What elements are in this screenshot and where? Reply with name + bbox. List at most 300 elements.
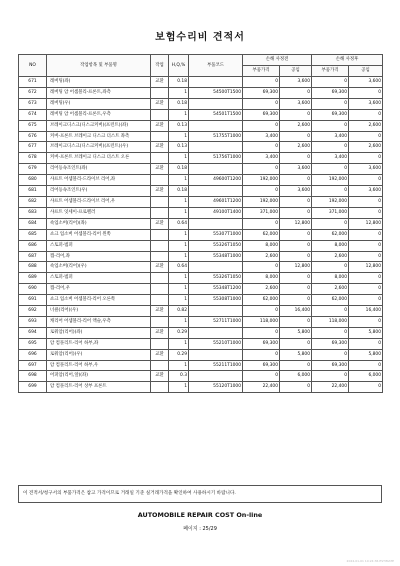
cell-code: 51756T1000 (189, 153, 243, 164)
cell-after-parts: 62,000 (312, 295, 349, 306)
cell-work (151, 316, 169, 327)
cell-hq: 1 (169, 229, 189, 240)
cell-code: 55348T1200 (189, 284, 243, 295)
cell-code (189, 349, 243, 360)
cell-no: 693 (19, 316, 47, 327)
cell-after-parts: 62,000 (312, 229, 349, 240)
cell-after-labor: 2,600 (349, 120, 383, 131)
cell-hq: 0.3 (169, 371, 189, 382)
cell-after-parts: 69,300 (312, 338, 349, 349)
table-row (19, 77, 383, 88)
cell-before-labor: 0 (280, 295, 312, 306)
cell-no: 675 (19, 120, 47, 131)
cell-work (151, 229, 169, 240)
cell-after-labor: 3,600 (349, 77, 383, 88)
cell-after-parts: 192,000 (312, 196, 349, 207)
table-row (19, 273, 383, 284)
header-after-parts: 부품가격 (312, 66, 349, 77)
cell-no: 691 (19, 295, 47, 306)
cell-after-labor: 3,600 (349, 164, 383, 175)
table-row (19, 131, 383, 142)
cell-hq: 1 (169, 284, 189, 295)
cell-after-parts: 0 (312, 142, 349, 153)
cell-before-labor: 0 (280, 360, 312, 371)
cell-before-parts: 3,400 (243, 153, 280, 164)
table-row (19, 229, 383, 240)
cell-after-parts: 0 (312, 262, 349, 273)
cell-no: 689 (19, 273, 47, 284)
cell-no: 671 (19, 77, 47, 88)
cell-code: 51755T1000 (189, 131, 243, 142)
table-row (19, 295, 383, 306)
cell-after-parts: 0 (312, 327, 349, 338)
cell-before-parts: 62,000 (243, 229, 280, 240)
cell-hq: 1 (169, 360, 189, 371)
cell-code: 55326T1050 (189, 273, 243, 284)
cell-hq: 1 (169, 316, 189, 327)
cell-work: 교환 (151, 349, 169, 360)
cell-hq: 0.29 (169, 349, 189, 360)
cell-after-parts: 2,600 (312, 284, 349, 295)
cell-after-labor: 12,800 (349, 262, 383, 273)
cell-after-parts: 0 (312, 349, 349, 360)
cell-hq: 0.18 (169, 186, 189, 197)
cell-work (151, 251, 169, 262)
cell-before-parts: 0 (243, 306, 280, 317)
cell-after-parts: 0 (312, 98, 349, 109)
cell-before-labor: 0 (280, 153, 312, 164)
cell-after-parts: 0 (312, 371, 349, 382)
cell-before-parts: 8,000 (243, 240, 280, 251)
cell-item: 너클(리어)(우) (47, 306, 151, 317)
table-row (19, 306, 383, 317)
cell-no: 672 (19, 87, 47, 98)
cell-no: 680 (19, 175, 47, 186)
cell-work: 교환 (151, 77, 169, 88)
cell-after-parts: 0 (312, 120, 349, 131)
cell-after-parts: 118,000 (312, 316, 349, 327)
cell-before-labor: 3,600 (280, 186, 312, 197)
cell-before-labor: 0 (280, 273, 312, 284)
cell-work (151, 109, 169, 120)
cell-no: 674 (19, 109, 47, 120)
cell-before-labor: 0 (280, 87, 312, 98)
cell-hq: 1 (169, 273, 189, 284)
cell-hq: 0.64 (169, 262, 189, 273)
header-work: 작업 (151, 55, 169, 77)
cell-before-labor: 12,800 (280, 218, 312, 229)
cell-no: 685 (19, 229, 47, 240)
cell-item: 암 컴플리트-리어 하부,좌 (47, 338, 151, 349)
cell-work: 교환 (151, 98, 169, 109)
notice-box: 이 견적서/청구서의 부품가격은 참고 가격이므로 거래일 기준 실거래가격을 확인하여 사용하시기 바랍니다. (18, 485, 382, 503)
cell-after-parts: 8,000 (312, 240, 349, 251)
cell-before-labor: 0 (280, 382, 312, 393)
cell-before-parts: 62,000 (243, 295, 280, 306)
cell-hq: 0.18 (169, 77, 189, 88)
cell-work: 교환 (151, 164, 169, 175)
cell-after-parts: 2,600 (312, 251, 349, 262)
cell-work: 교환 (151, 371, 169, 382)
cell-before-parts: 3,400 (243, 131, 280, 142)
cell-after-labor: 0 (349, 175, 383, 186)
table-row (19, 338, 383, 349)
cell-after-parts: 371,000 (312, 207, 349, 218)
cell-work: 교환 (151, 186, 169, 197)
table-row (19, 262, 383, 273)
cell-hq: 1 (169, 338, 189, 349)
cell-no: 686 (19, 240, 47, 251)
cell-code: 54500T1500 (189, 87, 243, 98)
cell-after-labor: 0 (349, 273, 383, 284)
cell-before-parts: 2,600 (243, 284, 280, 295)
cell-after-labor: 5,800 (349, 327, 383, 338)
cell-after-labor: 0 (349, 316, 383, 327)
table-row (19, 87, 383, 98)
cell-item: 커버-프론트 브레이크 디스크 더스트 오른 (47, 153, 151, 164)
cell-item: 쇽업소버(리어)(우) (47, 262, 151, 273)
cell-item: 쇼크 업소버 어셈블리-리어 왼쪽 (47, 229, 151, 240)
cell-after-labor: 5,800 (349, 349, 383, 360)
cell-hq: 1 (169, 109, 189, 120)
cell-no: 688 (19, 262, 47, 273)
cell-before-parts: 0 (243, 77, 280, 88)
cell-work: 교환 (151, 120, 169, 131)
cell-no: 683 (19, 207, 47, 218)
cell-work (151, 338, 169, 349)
cell-item: 레버팅(좌) (47, 77, 151, 88)
cell-item: 어퍼암(리어,앞)(좌) (47, 371, 151, 382)
cell-before-labor: 0 (280, 109, 312, 120)
cell-hq: 0.64 (169, 218, 189, 229)
header-code: 부품코드 (189, 55, 243, 77)
cell-code: 55308T1000 (189, 295, 243, 306)
cell-work (151, 175, 169, 186)
cell-after-parts: 192,000 (312, 175, 349, 186)
footer-title: AUTOMOBILE REPAIR COST On-line (137, 511, 263, 519)
cell-item: 로워암(리어)(좌) (47, 327, 151, 338)
cell-before-labor: 3,600 (280, 98, 312, 109)
cell-no: 678 (19, 153, 47, 164)
header-no: NO (19, 55, 47, 77)
cell-no: 679 (19, 164, 47, 175)
cell-before-parts: 0 (243, 218, 280, 229)
cell-hq: 0.13 (169, 142, 189, 153)
cell-after-parts: 69,300 (312, 109, 349, 120)
cell-after-labor: 0 (349, 360, 383, 371)
cell-work (151, 87, 169, 98)
cell-after-labor: 0 (349, 131, 383, 142)
table-row (19, 196, 383, 207)
table-row (19, 218, 383, 229)
cell-after-labor: 0 (349, 295, 383, 306)
table-row (19, 109, 383, 120)
cell-work: 교환 (151, 306, 169, 317)
header-before-parts: 부품가격 (243, 66, 280, 77)
cell-before-labor: 3,600 (280, 77, 312, 88)
cell-work: 교환 (151, 218, 169, 229)
cell-work (151, 153, 169, 164)
cell-no: 677 (19, 142, 47, 153)
cell-before-labor: 2,600 (280, 142, 312, 153)
cell-hq: 0.18 (169, 164, 189, 175)
cell-before-parts: 0 (243, 349, 280, 360)
cell-code (189, 186, 243, 197)
cell-item: 샤프트 잇세이-프로펠러 (47, 207, 151, 218)
table-row (19, 120, 383, 131)
cell-hq: 1 (169, 196, 189, 207)
cell-hq: 0.82 (169, 306, 189, 317)
cell-before-parts: 0 (243, 371, 280, 382)
table-row (19, 382, 383, 393)
cell-after-parts: 69,300 (312, 87, 349, 98)
cell-before-parts: 0 (243, 186, 280, 197)
table-row (19, 186, 383, 197)
table-row (19, 349, 383, 360)
table-row (19, 175, 383, 186)
table-row (19, 316, 383, 327)
cell-item: 레버팅(우) (47, 98, 151, 109)
header-hq: H,Q,% (169, 55, 189, 77)
cell-before-parts: 0 (243, 142, 280, 153)
cell-before-parts: 371,000 (243, 207, 280, 218)
cell-no: 682 (19, 196, 47, 207)
cell-code: 55307T1000 (189, 229, 243, 240)
cell-item: 스토퍼-범퍼 (47, 240, 151, 251)
cell-before-parts: 69,300 (243, 338, 280, 349)
cell-code: 49601T1200 (189, 196, 243, 207)
cell-no: 676 (19, 131, 47, 142)
cell-work (151, 382, 169, 393)
cell-before-labor: 0 (280, 175, 312, 186)
cell-hq: 1 (169, 175, 189, 186)
cell-item: 샤프트 어셈블리-드라이브 리어,좌 (47, 175, 151, 186)
cell-code (189, 327, 243, 338)
cell-before-parts: 2,600 (243, 251, 280, 262)
cell-hq: 1 (169, 207, 189, 218)
table-row (19, 98, 383, 109)
cell-hq: 1 (169, 295, 189, 306)
cell-work (151, 131, 169, 142)
cell-code (189, 120, 243, 131)
cell-item: 쇼크 업소버 어셈블리-리어 오른쪽 (47, 295, 151, 306)
cell-before-labor: 0 (280, 338, 312, 349)
cell-item: 레버팅 암 어셈블리-프론트,우측 (47, 109, 151, 120)
print-stamp: 2024-01-01 10:24:36 ESTIMATE (346, 559, 394, 563)
cell-before-parts: 0 (243, 98, 280, 109)
cell-code: 54501T1500 (189, 109, 243, 120)
cell-before-parts: 192,000 (243, 196, 280, 207)
cell-no: 699 (19, 382, 47, 393)
cell-after-labor: 0 (349, 109, 383, 120)
cell-after-labor: 12,800 (349, 218, 383, 229)
cell-before-labor: 0 (280, 131, 312, 142)
cell-after-parts: 3,400 (312, 153, 349, 164)
cell-code (189, 77, 243, 88)
cell-work (151, 284, 169, 295)
cell-before-labor: 0 (280, 251, 312, 262)
cell-work (151, 196, 169, 207)
cell-before-labor: 16,400 (280, 306, 312, 317)
cell-item: 레버팅 암 어셈블리-프론트,좌측 (47, 87, 151, 98)
cell-before-parts: 0 (243, 327, 280, 338)
cell-code (189, 262, 243, 273)
cell-after-labor: 6,000 (349, 371, 383, 382)
table-row (19, 142, 383, 153)
cell-code: 52711T1000 (189, 316, 243, 327)
cell-work (151, 273, 169, 284)
cell-work: 교환 (151, 327, 169, 338)
cell-before-labor: 0 (280, 196, 312, 207)
cell-hq: 1 (169, 240, 189, 251)
cell-after-labor: 3,600 (349, 98, 383, 109)
cell-no: 698 (19, 371, 47, 382)
header-item: 작업항목 및 부품명 (47, 55, 151, 77)
cell-work (151, 295, 169, 306)
cell-after-labor: 0 (349, 382, 383, 393)
cell-before-labor: 0 (280, 207, 312, 218)
cell-code: 55326T1050 (189, 240, 243, 251)
cell-item: 샤프트 어셈블리-드라이브 리어,우 (47, 196, 151, 207)
cell-item: 캡-리어,우 (47, 284, 151, 295)
cell-code: 49100T1400 (189, 207, 243, 218)
cell-no: 697 (19, 360, 47, 371)
table-row (19, 207, 383, 218)
cell-no: 692 (19, 306, 47, 317)
cell-item: 리어등속조인트(우) (47, 186, 151, 197)
cell-after-parts: 69,300 (312, 360, 349, 371)
cell-before-labor: 2,600 (280, 120, 312, 131)
cell-item: 암 컴플리트-리어 하부,우 (47, 360, 151, 371)
cell-work: 교환 (151, 262, 169, 273)
table-row (19, 240, 383, 251)
cell-before-labor: 0 (280, 316, 312, 327)
cell-after-labor: 0 (349, 87, 383, 98)
cell-code (189, 98, 243, 109)
cell-before-parts: 0 (243, 262, 280, 273)
cell-no: 687 (19, 251, 47, 262)
cell-item: 스토퍼-범퍼 (47, 273, 151, 284)
cell-after-labor: 0 (349, 207, 383, 218)
cell-after-labor: 2,600 (349, 142, 383, 153)
cell-before-labor: 12,800 (280, 262, 312, 273)
cell-code: 55120T1000 (189, 382, 243, 393)
header-before-group: 손해 사정전 (243, 55, 312, 66)
cell-no: 681 (19, 186, 47, 197)
cell-item: 로워암(리어)(우) (47, 349, 151, 360)
cell-after-parts: 8,000 (312, 273, 349, 284)
cell-after-parts: 0 (312, 306, 349, 317)
cell-code (189, 164, 243, 175)
table-body (19, 77, 383, 393)
cell-code (189, 371, 243, 382)
cell-item: 브레이크디스크(디스크커버)(프런트)(우) (47, 142, 151, 153)
cell-before-parts: 118,000 (243, 316, 280, 327)
cell-before-labor: 5,800 (280, 327, 312, 338)
cell-after-parts: 3,400 (312, 131, 349, 142)
cell-hq: 1 (169, 382, 189, 393)
cell-before-labor: 0 (280, 229, 312, 240)
table-row (19, 164, 383, 175)
cell-no: 690 (19, 284, 47, 295)
cell-before-parts: 69,300 (243, 87, 280, 98)
cell-code (189, 142, 243, 153)
cell-no: 696 (19, 349, 47, 360)
cell-code: 55210T1000 (189, 338, 243, 349)
header-after-group: 손해 사정후 (312, 55, 383, 66)
cell-item: 캐리어 어셈블리-리어 액슬,우측 (47, 316, 151, 327)
cell-after-labor: 3,600 (349, 186, 383, 197)
document-title: 보험수리비 견적서 (155, 32, 245, 43)
cell-after-parts: 22,400 (312, 382, 349, 393)
cell-item: 리어등속조인트(좌) (47, 164, 151, 175)
cell-before-labor: 0 (280, 284, 312, 295)
cell-before-parts: 8,000 (243, 273, 280, 284)
cell-before-parts: 69,300 (243, 109, 280, 120)
table-row (19, 251, 383, 262)
cell-after-labor: 0 (349, 284, 383, 295)
cell-code (189, 218, 243, 229)
table-row (19, 360, 383, 371)
cell-work (151, 240, 169, 251)
cell-before-labor: 3,600 (280, 164, 312, 175)
estimate-table (18, 54, 383, 393)
cell-no: 684 (19, 218, 47, 229)
cell-after-labor: 16,400 (349, 306, 383, 317)
cell-work (151, 360, 169, 371)
cell-code: 49600T1200 (189, 175, 243, 186)
table-row (19, 153, 383, 164)
cell-hq: 1 (169, 153, 189, 164)
table-row (19, 371, 383, 382)
cell-hq: 0.18 (169, 98, 189, 109)
cell-item: 브레이크디스크(디스크커버)(프런트)(좌) (47, 120, 151, 131)
header-before-labor: 공임 (280, 66, 312, 77)
cell-after-labor: 0 (349, 251, 383, 262)
table-row (19, 284, 383, 295)
cell-after-parts: 0 (312, 186, 349, 197)
table-row (19, 327, 383, 338)
cell-before-labor: 5,800 (280, 349, 312, 360)
cell-no: 673 (19, 98, 47, 109)
cell-work (151, 207, 169, 218)
cell-no: 695 (19, 338, 47, 349)
cell-code: 55211T1000 (189, 360, 243, 371)
cell-after-labor: 0 (349, 196, 383, 207)
cell-no: 694 (19, 327, 47, 338)
cell-after-labor: 0 (349, 338, 383, 349)
cell-hq: 1 (169, 87, 189, 98)
cell-item: 암 컴플리트-리어 상부 프론트 (47, 382, 151, 393)
cell-code: 55348T1000 (189, 251, 243, 262)
cell-before-parts: 0 (243, 120, 280, 131)
header-after-labor: 공임 (349, 66, 383, 77)
cell-after-parts: 0 (312, 164, 349, 175)
cell-before-parts: 192,000 (243, 175, 280, 186)
cell-before-parts: 22,400 (243, 382, 280, 393)
cell-hq: 0.13 (169, 120, 189, 131)
cell-before-parts: 0 (243, 164, 280, 175)
cell-after-labor: 0 (349, 240, 383, 251)
cell-item: 커버-프론트 브레이크 디스크 더스트 좌측 (47, 131, 151, 142)
cell-hq: 1 (169, 251, 189, 262)
cell-hq: 1 (169, 131, 189, 142)
cell-after-parts: 0 (312, 218, 349, 229)
cell-after-labor: 0 (349, 229, 383, 240)
cell-after-labor: 0 (349, 153, 383, 164)
cell-item: 캡-리어,좌 (47, 251, 151, 262)
cell-item: 쇽업소버(리어)(좌) (47, 218, 151, 229)
